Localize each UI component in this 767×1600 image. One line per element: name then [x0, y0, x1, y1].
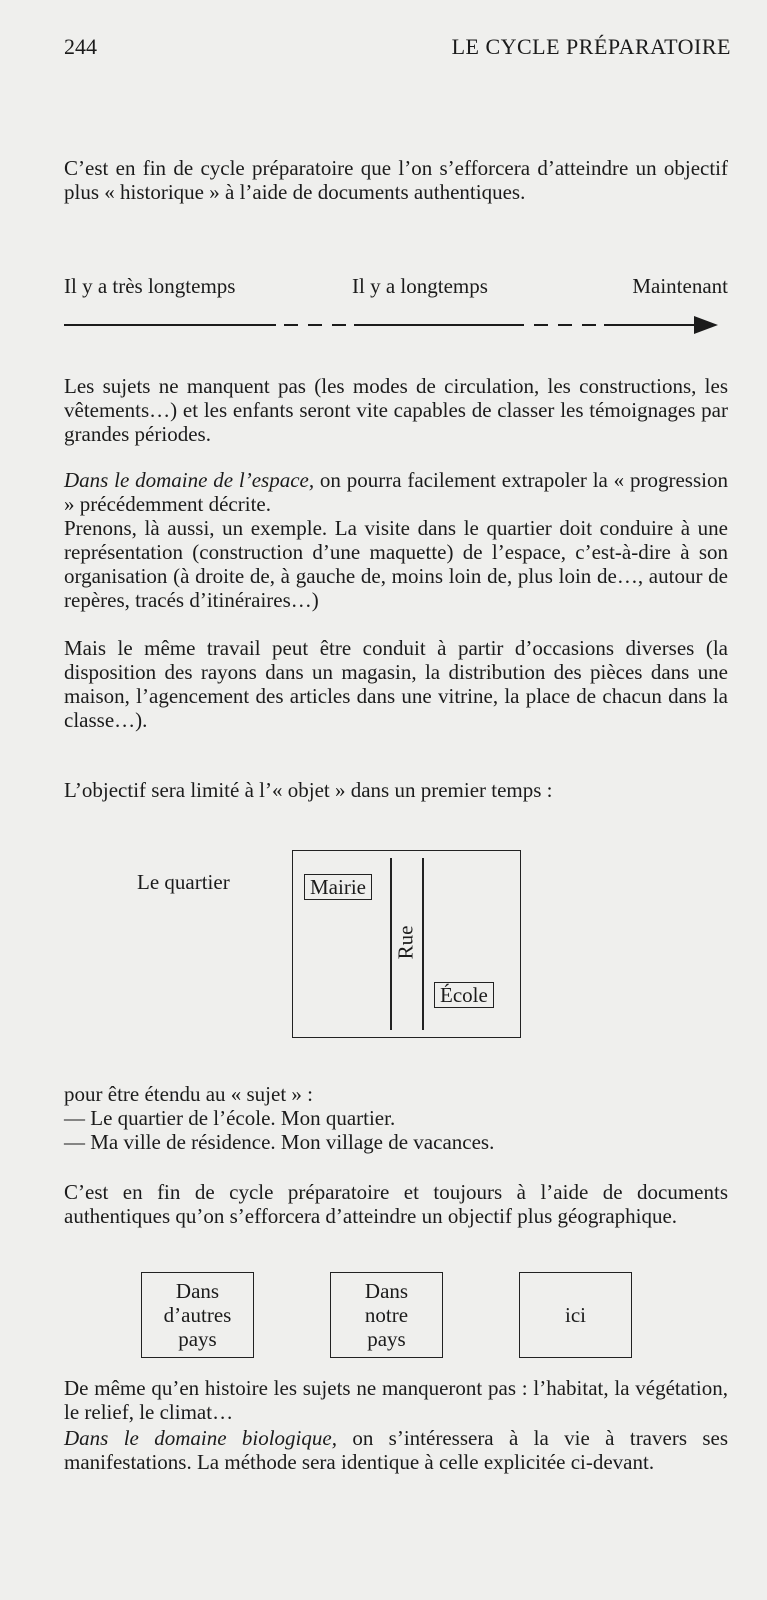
ecole-label: École — [434, 982, 494, 1008]
mairie-label: Mairie — [304, 874, 372, 900]
italic-space-heading: Dans le domaine de l’espace, — [64, 468, 315, 492]
paragraph-biology-rest: on s’intéressera à la vie à travers ses manifestations. La méthode sera identique à celle explicitée ci-devant. — [64, 1426, 729, 1474]
box-our-country-line2: notre — [364, 1303, 409, 1327]
quartier-caption: Le quartier — [137, 870, 230, 894]
box-other-countries-line3: pays — [178, 1327, 217, 1351]
rue-label: Rue — [393, 925, 418, 960]
running-title: LE CYCLE PRÉPARATOIRE — [451, 34, 731, 59]
box-other-countries-line1: Dans — [175, 1279, 220, 1303]
paragraph-biology — [64, 1426, 728, 1474]
paragraph-intro: C’est en fin de cycle préparatoire que l’on s’efforcera d’atteindre un objectif plus « historique » à l’aide de documents authentiques. — [64, 156, 728, 204]
paragraph-space-rest: on pourra facilement extrapoler la « progression » précédemment décrite. — [64, 468, 728, 516]
street-line-left — [390, 858, 392, 1030]
box-other-countries-line2: d’autres — [163, 1303, 232, 1327]
page-header — [64, 34, 731, 64]
timeline-label-now: Maintenant — [632, 274, 728, 298]
paragraph-subjects: Les sujets ne manquent pas (les modes de circulation, les constructions, les vêtements…) et les enfants seront vite capables de classer les témoignages par grandes périodes. — [64, 374, 728, 446]
paragraph-space — [64, 468, 728, 516]
paragraph-occasions: Mais le même travail peut être conduit à partir d’occasions diverses (la disposition des rayons dans un magasin, la distribution des pièces dans une maison, l’agencement des articles dans une vitrine, la place de chacun dans la classe…). — [64, 636, 728, 732]
paragraph-geography: C’est en fin de cycle préparatoire et toujours à l’aide de documents authentiques qu’on s’efforcera d’atteindre un objectif plus géographique. — [64, 1180, 728, 1228]
box-our-country-line3: pays — [367, 1327, 406, 1351]
box-here-label: ici — [565, 1303, 586, 1327]
timeline-label-long-ago: Il y a longtemps — [352, 274, 488, 298]
street-line-right — [422, 858, 424, 1030]
page-number: 244 — [64, 34, 97, 59]
list-item-2: — Ma ville de résidence. Mon village de vacances. — [64, 1130, 495, 1154]
italic-biology-heading: Dans le domaine biologique, — [64, 1426, 337, 1450]
box-our-country-line1: Dans — [364, 1279, 409, 1303]
paragraph-history-parallel: De même qu’en histoire les sujets ne manqueront pas : l’habitat, la végétation, le relief, le climat… — [64, 1376, 728, 1424]
list-item-1: — Le quartier de l’école. Mon quartier. — [64, 1106, 396, 1130]
paragraph-extended: pour être étendu au « sujet » : — [64, 1082, 314, 1106]
timeline-labels — [64, 274, 728, 300]
box-other-countries — [141, 1272, 254, 1358]
paragraph-example: Prenons, là aussi, un exemple. La visite dans le quartier doit conduire à une représentation (construction d’une maquette) de l’espace, c’est-à-dire à son organisation (à droite de, à gauche de, moins loin de, plus loin de…, autour de repères, tracés d’itinéraires…) — [64, 516, 728, 612]
timeline-arrow — [64, 315, 724, 335]
paragraph-objective: L’objectif sera limité à l’« objet » dans un premier temps : — [64, 778, 553, 802]
box-here — [519, 1272, 632, 1358]
timeline-label-very-long-ago: Il y a très longtemps — [64, 274, 236, 298]
box-our-country — [330, 1272, 443, 1358]
